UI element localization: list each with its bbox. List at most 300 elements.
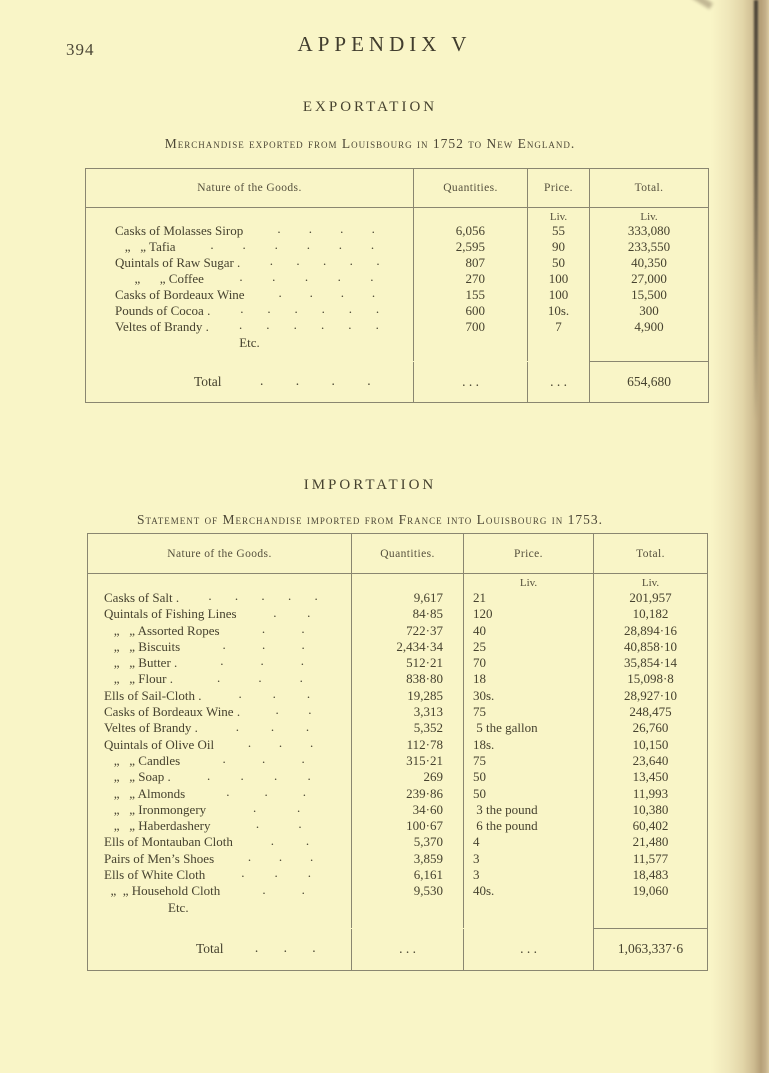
total-row <box>88 929 707 970</box>
dot-leader <box>206 802 351 818</box>
dot: . <box>220 655 224 669</box>
quantity-cell: 270 <box>413 271 527 287</box>
dot: . <box>240 303 244 316</box>
table-row <box>88 688 707 704</box>
dot: . <box>261 622 266 636</box>
price-cell: 5 the gallon <box>463 720 593 736</box>
quantity-cell: 2,595 <box>413 239 527 255</box>
goods-name: „ „ Household Cloth <box>104 883 221 899</box>
goods-name: „ „ Soap . <box>104 769 171 785</box>
price-cell: 3 <box>463 851 593 867</box>
dot: . <box>252 801 257 816</box>
goods-name: Ells of White Cloth <box>104 867 206 883</box>
price-cell: 40s. <box>463 883 593 899</box>
dot: . <box>277 223 281 236</box>
total-cell: 21,480 <box>593 834 707 850</box>
goods-cell <box>86 287 413 303</box>
quantity-cell: 100·67 <box>351 818 463 834</box>
dot-leader <box>173 671 351 687</box>
price-cell: 100 <box>527 287 589 303</box>
table-row <box>88 753 707 769</box>
goods-name: „ „ Biscuits <box>104 638 181 654</box>
quantity-cell: 722·37 <box>351 623 463 639</box>
quantity-cell: 6,056 <box>413 223 527 239</box>
dot: . <box>312 940 316 956</box>
dot: . <box>238 687 242 702</box>
goods-name: „ „ Flour . <box>104 671 173 687</box>
separator-cell <box>86 351 413 361</box>
goods-cell <box>88 704 351 720</box>
dot-leader <box>222 373 413 391</box>
dot-leader <box>180 753 351 769</box>
total-cell: 60,402 <box>593 818 707 834</box>
grand-total-value: 654,680 <box>589 362 708 402</box>
book-page-edge <box>711 0 769 1073</box>
empty-cell <box>589 335 708 351</box>
dot: . <box>207 769 211 783</box>
total-cell: 300 <box>589 303 708 319</box>
table-row <box>88 818 707 834</box>
dot-leader <box>198 720 351 736</box>
price-cell: 3 the pound <box>463 802 593 818</box>
total-cell: 11,993 <box>593 786 707 802</box>
table-row <box>86 303 708 319</box>
dot: . <box>255 818 260 832</box>
dot: . <box>305 834 310 848</box>
total-cell: 15,500 <box>589 287 708 303</box>
dot: . <box>235 720 239 734</box>
total-label: Total <box>194 374 222 389</box>
goods-cell <box>88 606 351 622</box>
goods-name: Pounds of Cocoa . <box>115 303 211 318</box>
total-cell: 28,894·16 <box>593 623 707 639</box>
dot: . <box>247 736 252 750</box>
table-row <box>88 623 707 639</box>
price-cell: 40 <box>463 623 593 639</box>
dot-leader <box>240 255 413 271</box>
quantity-cell: 9,617 <box>351 590 463 606</box>
table-row <box>88 834 707 850</box>
dot: . <box>307 867 311 881</box>
price-cell: 25 <box>463 639 593 655</box>
goods-cell <box>88 851 351 867</box>
dot: . <box>302 785 306 799</box>
quantity-cell: 3,859 <box>351 851 463 867</box>
table-row <box>88 720 707 736</box>
dot-leader <box>237 606 351 622</box>
goods-name: Quintals of Raw Sugar . <box>115 255 241 270</box>
dot: . <box>259 373 264 388</box>
dot-leader <box>205 867 351 883</box>
table-row <box>88 671 707 687</box>
quantity-cell: 600 <box>413 303 527 319</box>
exportation-table <box>85 168 709 403</box>
dot: . <box>309 850 314 865</box>
table-row <box>88 737 707 753</box>
total-label: Total <box>196 941 224 957</box>
dot: . <box>238 319 243 332</box>
dot: . <box>309 287 313 300</box>
column-header: Quantities. <box>413 169 527 208</box>
empty-cell <box>413 335 527 351</box>
total-label-cell <box>88 929 351 970</box>
quantity-cell: 2,434·34 <box>351 639 463 655</box>
goods-name: Casks of Bordeaux Wine . <box>104 704 241 720</box>
table-row <box>88 851 707 867</box>
dot: . <box>304 271 309 284</box>
goods-cell <box>88 671 351 687</box>
dot: . <box>274 867 278 881</box>
goods-name: „ „ Assorted Ropes <box>104 622 220 638</box>
total-cell: 19,060 <box>593 883 707 899</box>
table-row <box>88 655 707 671</box>
goods-name: „ „ Ironmongery <box>104 801 207 817</box>
separator-cell <box>88 916 351 928</box>
dot: . <box>261 638 266 653</box>
dot-leader <box>179 590 351 606</box>
dot: . <box>260 655 264 669</box>
dot: . <box>278 736 283 750</box>
importation-table <box>87 533 708 971</box>
separator-cell <box>593 916 707 929</box>
table-row <box>88 883 707 899</box>
empty-cell <box>413 208 527 223</box>
dot: . <box>321 303 325 316</box>
separator-cell <box>589 351 708 362</box>
price-cell: 21 <box>463 590 593 606</box>
dot-leader <box>243 223 413 239</box>
dot: . <box>247 850 252 865</box>
column-header: Price. <box>527 169 589 208</box>
currency-label: Liv. <box>527 208 589 223</box>
dot: . <box>261 752 266 767</box>
quantity-cell: 19,285 <box>351 688 463 704</box>
etc-label: Etc. <box>168 899 189 915</box>
total-cell: 10,182 <box>593 606 707 622</box>
goods-cell <box>88 786 351 802</box>
price-cell: 50 <box>527 255 589 271</box>
separator-cell <box>463 916 593 928</box>
dot-leader <box>209 319 413 335</box>
dot-leader <box>210 818 351 834</box>
dot: . <box>296 801 301 816</box>
goods-cell <box>88 639 351 655</box>
table-row <box>88 769 707 785</box>
dot: . <box>267 303 271 316</box>
empty-cell <box>351 574 463 590</box>
table-row <box>88 590 707 606</box>
dot: . <box>314 590 318 604</box>
price-cell: 18 <box>463 671 593 687</box>
dot: . <box>239 271 243 284</box>
dot: . <box>270 834 275 848</box>
total-ellipsis: . . . <box>527 362 589 402</box>
quantity-cell: 84·85 <box>351 606 463 622</box>
column-header: Nature of the Goods. <box>86 169 413 208</box>
dot-leader <box>233 834 351 850</box>
dot: . <box>226 785 230 799</box>
table-header-row <box>86 169 708 208</box>
price-cell: 70 <box>463 655 593 671</box>
quantity-cell: 9,530 <box>351 883 463 899</box>
dot-leader <box>204 271 413 287</box>
price-cell: 55 <box>527 223 589 239</box>
goods-cell <box>86 319 413 335</box>
dot-leader <box>180 639 351 655</box>
total-label-cell <box>86 362 413 402</box>
dot: . <box>308 704 312 718</box>
quantity-cell: 6,161 <box>351 867 463 883</box>
dot: . <box>300 655 304 669</box>
table-row <box>88 606 707 622</box>
table-row <box>88 786 707 802</box>
dot: . <box>270 720 275 734</box>
dot-leader <box>202 688 352 704</box>
price-cell: 7 <box>527 319 589 335</box>
currency-label: Liv. <box>593 574 707 590</box>
dot: . <box>375 319 379 332</box>
quantity-cell: 700 <box>413 319 527 335</box>
empty-cell <box>527 335 589 351</box>
separator-cell <box>527 351 589 361</box>
dot: . <box>338 239 343 252</box>
total-cell: 40,858·10 <box>593 639 707 655</box>
dot: . <box>283 940 287 956</box>
dot-leader <box>214 737 351 753</box>
goods-name: „ „ Coffee <box>115 271 204 286</box>
dot: . <box>371 223 375 236</box>
page-number: 394 <box>66 40 95 59</box>
price-cell: 4 <box>463 834 593 850</box>
separator-cell <box>351 916 463 928</box>
goods-name: Veltes of Brandy . <box>115 319 209 334</box>
total-cell: 18,483 <box>593 867 707 883</box>
dot: . <box>273 606 277 620</box>
dot: . <box>241 867 245 881</box>
total-cell: 248,475 <box>593 704 707 720</box>
goods-name: „ „ Almonds <box>104 785 186 801</box>
separator-cell <box>413 351 527 361</box>
grand-total-value: 1,063,337·6 <box>593 929 707 970</box>
table-row <box>86 255 708 271</box>
price-cell: 90 <box>527 239 589 255</box>
total-cell: 10,380 <box>593 802 707 818</box>
goods-cell <box>88 867 351 883</box>
total-cell: 23,640 <box>593 753 707 769</box>
dot: . <box>301 883 305 897</box>
goods-name: Quintals of Fishing Lines <box>104 606 237 622</box>
dot: . <box>234 590 239 604</box>
dot: . <box>337 271 341 284</box>
dot: . <box>266 319 270 332</box>
goods-cell <box>86 255 413 271</box>
etc-row <box>88 900 707 916</box>
quantity-cell: 838·80 <box>351 671 463 687</box>
dot: . <box>348 319 352 332</box>
dot: . <box>222 752 226 767</box>
etc-row <box>86 335 708 351</box>
price-cell: 6 the pound <box>463 818 593 834</box>
goods-name: Casks of Molasses Sirop <box>115 223 244 238</box>
table-row <box>88 639 707 655</box>
dot: . <box>293 319 297 332</box>
goods-cell <box>86 271 413 287</box>
dot: . <box>217 671 221 685</box>
dot: . <box>278 287 282 300</box>
goods-cell <box>88 623 351 639</box>
total-cell: 333,080 <box>589 223 708 239</box>
dot: . <box>331 373 335 388</box>
dot: . <box>258 671 262 685</box>
dot-leader <box>214 851 351 867</box>
dot-leader <box>224 940 351 958</box>
dot: . <box>296 255 300 268</box>
dot: . <box>261 590 265 604</box>
quantity-cell: 512·21 <box>351 655 463 671</box>
dot: . <box>295 373 300 388</box>
goods-cell <box>88 753 351 769</box>
dot: . <box>272 271 276 284</box>
quantity-cell: 269 <box>351 769 463 785</box>
goods-name: Veltes of Brandy . <box>104 720 198 736</box>
separator-row <box>88 916 707 929</box>
dot: . <box>320 319 325 332</box>
price-cell: 120 <box>463 606 593 622</box>
dot: . <box>309 736 314 750</box>
goods-cell <box>88 688 351 704</box>
dot: . <box>269 255 273 268</box>
dot: . <box>307 606 311 620</box>
exportation-heading: EXPORTATION <box>302 99 438 115</box>
dot: . <box>301 752 305 767</box>
currency-label-row <box>88 574 707 590</box>
total-cell: 35,854·14 <box>593 655 707 671</box>
table-header-row <box>88 534 707 574</box>
scan-artifact-mark <box>691 0 713 9</box>
total-cell: 11,577 <box>593 851 707 867</box>
goods-name: Ells of Montauban Cloth <box>104 834 233 850</box>
price-cell: 50 <box>463 786 593 802</box>
empty-cell <box>86 208 413 223</box>
dot-leader <box>210 303 413 319</box>
dot: . <box>371 287 376 300</box>
quantity-cell: 34·60 <box>351 802 463 818</box>
table-row <box>86 223 708 239</box>
goods-cell <box>88 818 351 834</box>
dot: . <box>264 785 268 799</box>
goods-cell <box>88 655 351 671</box>
table-row <box>86 239 708 255</box>
currency-label-row <box>86 208 708 223</box>
dot: . <box>370 271 374 284</box>
dot: . <box>298 818 302 832</box>
dot: . <box>240 769 244 783</box>
goods-cell <box>88 590 351 606</box>
goods-cell <box>86 239 413 255</box>
total-cell: 10,150 <box>593 737 707 753</box>
goods-name: „ „ Haberdashery <box>104 818 211 834</box>
goods-cell <box>88 720 351 736</box>
dot: . <box>301 622 305 636</box>
quantity-cell: 5,370 <box>351 834 463 850</box>
total-cell: 40,350 <box>589 255 708 271</box>
goods-cell <box>88 834 351 850</box>
dot: . <box>306 687 311 702</box>
column-header: Total. <box>589 169 708 208</box>
total-row <box>86 362 708 402</box>
dot: . <box>340 223 344 236</box>
dot: . <box>208 590 212 604</box>
dot-leader <box>176 239 413 255</box>
dot: . <box>274 239 278 252</box>
goods-name: Pairs of Men’s Shoes <box>104 850 215 866</box>
goods-name: „ „ Tafia <box>115 239 176 254</box>
total-cell: 201,957 <box>593 590 707 606</box>
total-cell: 28,927·10 <box>593 688 707 704</box>
price-cell: 3 <box>463 867 593 883</box>
total-cell: 26,760 <box>593 720 707 736</box>
goods-cell <box>88 737 351 753</box>
dot: . <box>262 883 266 897</box>
empty-cell <box>88 574 351 590</box>
goods-cell <box>88 883 351 899</box>
price-cell: 75 <box>463 704 593 720</box>
dot: . <box>294 303 298 316</box>
dot: . <box>307 769 311 783</box>
exportation-subtitle: Merchandise exported from Louisbourg in 1752 to New England. <box>164 136 576 151</box>
dot: . <box>222 638 226 653</box>
dot: . <box>306 239 310 252</box>
dot: . <box>275 704 279 718</box>
table-row <box>88 704 707 720</box>
dot: . <box>242 239 246 252</box>
price-cell: 100 <box>527 271 589 287</box>
total-cell: 13,450 <box>593 769 707 785</box>
goods-cell <box>88 769 351 785</box>
total-cell: 15,098·8 <box>593 671 707 687</box>
dot-leader <box>245 287 413 303</box>
table-row <box>86 287 708 303</box>
column-header: Quantities. <box>351 534 463 574</box>
dot: . <box>308 223 313 236</box>
price-cell: 75 <box>463 753 593 769</box>
dot-leader <box>185 786 351 802</box>
goods-name: Quintals of Olive Oil <box>104 736 215 752</box>
goods-cell <box>88 802 351 818</box>
goods-name: Ells of Sail-Cloth . <box>104 687 202 703</box>
currency-label: Liv. <box>463 574 593 590</box>
dot: . <box>348 303 352 316</box>
empty-cell <box>351 900 463 916</box>
dot: . <box>254 940 259 956</box>
total-ellipsis: . . . <box>413 362 527 402</box>
dot-leader <box>220 883 351 899</box>
book-spine-shadow <box>754 0 758 420</box>
table-row <box>86 271 708 287</box>
quantity-cell: 3,313 <box>351 704 463 720</box>
dot: . <box>375 303 380 316</box>
total-cell: 4,900 <box>589 319 708 335</box>
table-row <box>88 802 707 818</box>
goods-name: „ „ Butter . <box>104 655 178 671</box>
quantity-cell: 155 <box>413 287 527 303</box>
dot: . <box>278 850 283 865</box>
goods-name: Casks of Salt . <box>104 590 180 605</box>
quantity-cell: 239·86 <box>351 786 463 802</box>
price-cell: 10s. <box>527 303 589 319</box>
dot-leader <box>177 655 351 671</box>
dot: . <box>376 255 380 268</box>
